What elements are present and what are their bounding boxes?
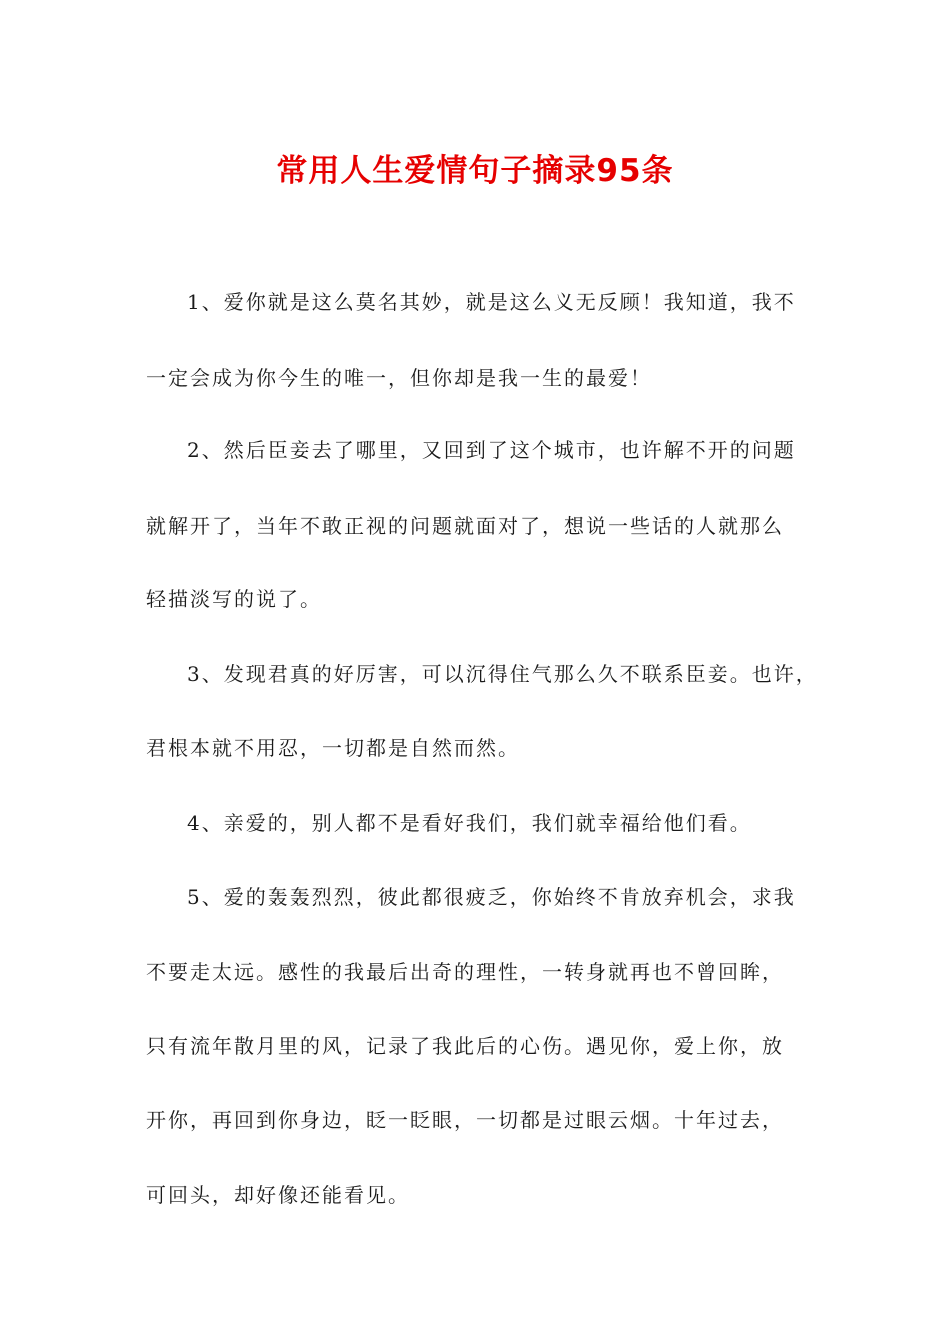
paragraph-5-line-5: 可回头，却好像还能看见。 [146, 1183, 410, 1207]
paragraph-2-line-1: 2、然后臣妾去了哪里，又回到了这个城市，也许解不开的问题 [187, 438, 796, 462]
paragraph-4-line-1: 4、亲爱的，别人都不是看好我们，我们就幸福给他们看。 [187, 811, 752, 835]
paragraph-1-line-1: 1、爱你就是这么莫名其妙，就是这么义无反顾！我知道，我不 [187, 290, 796, 314]
paragraph-3-line-1: 3、发现君真的好厉害，可以沉得住气那么久不联系臣妾。也许， [187, 662, 818, 686]
paragraph-5-line-2: 不要走太远。感性的我最后出奇的理性，一转身就再也不曾回眸， [146, 960, 784, 984]
paragraph-5-line-4: 开你，再回到你身边，眨一眨眼，一切都是过眼云烟。十年过去， [146, 1108, 784, 1132]
paragraph-2-line-2: 就解开了，当年不敢正视的问题就面对了，想说一些话的人就那么 [146, 514, 784, 538]
paragraph-2-line-3: 轻描淡写的说了。 [146, 587, 322, 611]
document-title: 常用人生爱情句子摘录95条 [276, 153, 674, 189]
paragraph-1-line-2: 一定会成为你今生的唯一，但你却是我一生的最爱！ [146, 366, 652, 390]
paragraph-5-line-3: 只有流年散月里的风，记录了我此后的心伤。遇见你，爱上你，放 [146, 1034, 784, 1058]
paragraph-3-line-2: 君根本就不用忍，一切都是自然而然。 [146, 736, 520, 760]
paragraph-5-line-1: 5、爱的轰轰烈烈，彼此都很疲乏，你始终不肯放弃机会，求我 [187, 885, 796, 909]
